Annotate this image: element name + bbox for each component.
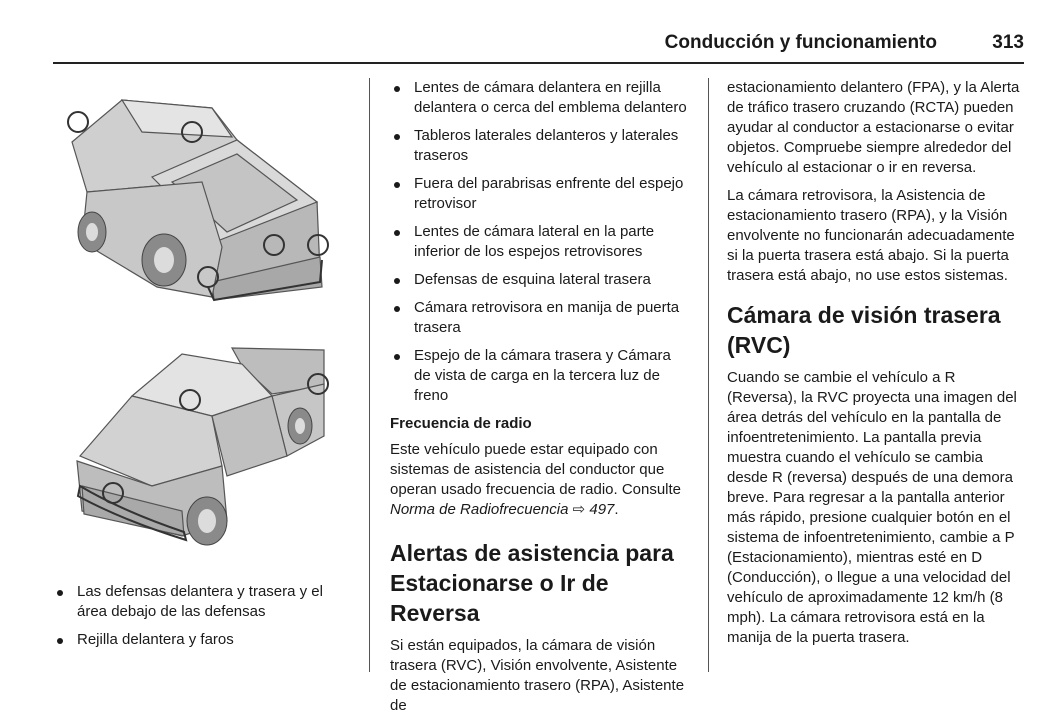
list-item: Espejo de la cámara trasera y Cámara de vista de carga en la tercera luz de freno [390, 346, 690, 406]
list-item: Lentes de cámara delantera en rejilla delantera o cerca del emblema delantero [390, 78, 690, 118]
column-divider-1 [369, 78, 370, 672]
radio-frequency-reference[interactable]: Norma de Radiofrecuencia [390, 501, 569, 518]
list-item: Lentes de cámara lateral en la parte inferior de los espejos retrovisores [390, 222, 690, 262]
running-header-title: Conducción y funcionamiento [664, 32, 937, 53]
list-item: Fuera del parabrisas enfrente del espejo retrovisor [390, 174, 690, 214]
paragraph: Cuando se cambie el vehículo a R (Reversa), la RVC proyecta una imagen del área detrás del vehículo en la pantalla de infoentretenimiento. La pantalla previa muestra cuando el vehículo se cambia desde R (reversa) después de una demora breve. Para regresar a la pantalla anterior más rápido, presione cualquier botón en el sistema de infoentretenimiento, cambie a P (Estacionamiento), mientras esté en D (Conducción), o llegue a una velocidad del vehículo de aproximadamente 12 km/h (8 mph). La cámara retrovisora está en la manija de la puerta trasera. [727, 369, 1017, 646]
reference-page-number: 497 [589, 501, 615, 518]
list-item: Rejilla delantera y faros [53, 630, 353, 650]
parking-assist-text: Si están equipados, la cámara de visión trasera (RVC), Visión envolvente, Asistente de estacionamiento trasero (RPA), Asistente de [390, 637, 685, 714]
header-rule [53, 62, 1024, 64]
list-item: Defensas de esquina lateral trasera [390, 270, 690, 290]
column-3 [727, 78, 1024, 656]
camera-location-list-2 [390, 78, 690, 406]
radio-frequency-text: Este vehículo puede estar equipado con sistemas de asistencia del conductor que operan usado frecuencia de radio. Consulte Norma de Radiofrecuencia ⇨ 497. [390, 441, 682, 518]
page-number: 313 [992, 32, 1024, 53]
truck-rear-illustration [62, 82, 338, 312]
paragraph: La cámara retrovisora, la Asistencia de estacionamiento trasero (RPA), y la Visión envolvente no funcionarán adecuadamente si la puerta trasera está abajo. Si la puerta trasera está abajo, no use estos sistemas. [727, 187, 1015, 284]
truck-front-illustration [62, 336, 338, 552]
list-item: Las defensas delantera y trasera y el área debajo de las defensas [53, 582, 353, 622]
radio-frequency-heading: Frecuencia de radio [390, 415, 532, 432]
list-item: Tableros laterales delanteros y laterales traseros [390, 126, 690, 166]
see-reference-icon: ⇨ [572, 501, 586, 518]
column-2 [390, 78, 690, 724]
camera-location-list-1 [53, 582, 353, 650]
column-1 [53, 582, 353, 658]
parking-assist-section-title: Alertas de asistencia para Estacionarse o Ir de Reversa [390, 540, 674, 626]
paragraph: estacionamiento delantero (FPA), y la Alerta de tráfico trasero cruzando (RCTA) pueden ayudar al conductor a estacionarse o evitar objetos. Compruebe siempre alrededor del vehículo al estacionar o ir en reversa. [727, 79, 1020, 176]
list-item: Cámara retrovisora en manija de puerta trasera [390, 298, 690, 338]
rvc-section-title: Cámara de visión trasera (RVC) [727, 302, 1001, 358]
column-divider-2 [708, 78, 709, 672]
